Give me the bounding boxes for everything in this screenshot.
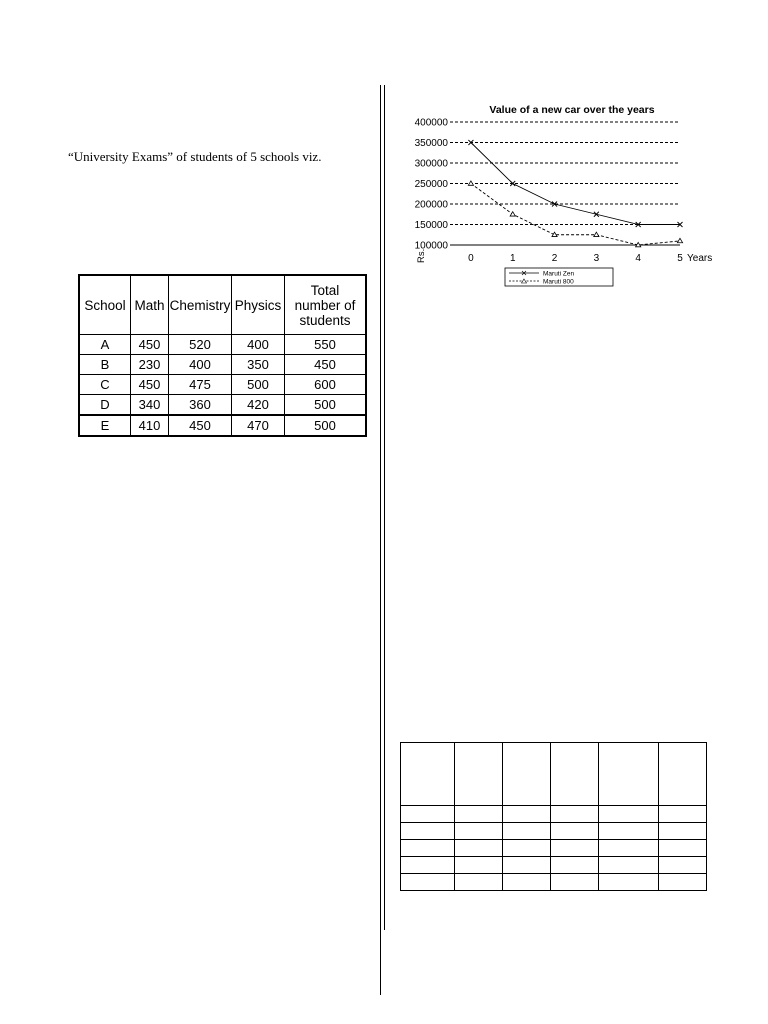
school-scores-table bbox=[78, 274, 367, 437]
table-cell: 350 bbox=[232, 355, 285, 375]
blank-table-cell bbox=[599, 823, 659, 840]
x-tick-label: 5 bbox=[677, 253, 683, 264]
blank-table-cell bbox=[401, 743, 455, 806]
blank-table-cell bbox=[401, 857, 455, 874]
blank-table-cell bbox=[659, 840, 707, 857]
blank-table-cell bbox=[551, 743, 599, 806]
blank-table-cell bbox=[503, 857, 551, 874]
table-cell: 520 bbox=[169, 335, 232, 355]
x-tick-label: 0 bbox=[468, 253, 474, 264]
blank-table-cell bbox=[599, 857, 659, 874]
table-cell: 475 bbox=[169, 375, 232, 395]
blank-table bbox=[400, 742, 707, 891]
table-cell: 410 bbox=[131, 415, 169, 436]
data-point bbox=[510, 212, 515, 216]
blank-table-row bbox=[401, 743, 707, 806]
table-cell: 230 bbox=[131, 355, 169, 375]
table-row bbox=[79, 415, 366, 436]
blank-table-cell bbox=[503, 840, 551, 857]
table-cell: 400 bbox=[169, 355, 232, 375]
table-cell: 500 bbox=[232, 375, 285, 395]
y-tick-label: 250000 bbox=[414, 179, 448, 190]
x-tick-label: 1 bbox=[509, 253, 516, 264]
blank-table-cell bbox=[401, 806, 455, 823]
header-physics: Physics bbox=[232, 275, 285, 335]
blank-table-cell bbox=[401, 874, 455, 891]
legend-label: Maruti Zen bbox=[543, 270, 575, 278]
blank-table-cell bbox=[599, 840, 659, 857]
y-tick-label: 200000 bbox=[414, 199, 448, 211]
table-cell: 360 bbox=[169, 395, 232, 416]
blank-table-cell bbox=[659, 823, 707, 840]
blank-table-cell bbox=[455, 743, 503, 806]
blank-table-cell bbox=[503, 823, 551, 840]
table-cell: C bbox=[79, 375, 131, 395]
blank-table-cell bbox=[551, 823, 599, 840]
blank-table-cell bbox=[659, 874, 707, 891]
table-cell: 450 bbox=[131, 335, 169, 355]
blank-table-cell bbox=[455, 857, 503, 874]
header-total-students: Total number of students bbox=[285, 275, 367, 335]
x-tick-label: 3 bbox=[593, 253, 600, 264]
blank-table-cell bbox=[401, 823, 455, 840]
table-cell: 340 bbox=[131, 395, 169, 416]
table-cell: 420 bbox=[232, 395, 285, 416]
blank-table-cell bbox=[599, 806, 659, 823]
header-chemistry: Chemistry bbox=[169, 275, 232, 335]
table-cell: D bbox=[79, 395, 131, 416]
blank-table-cell bbox=[401, 840, 455, 857]
y-tick-label: 350000 bbox=[414, 138, 448, 149]
x-axis-label: Years bbox=[687, 253, 712, 264]
blank-table-cell bbox=[551, 857, 599, 874]
data-point bbox=[677, 238, 682, 242]
table-cell: B bbox=[79, 355, 131, 375]
table-cell: E bbox=[79, 415, 131, 436]
y-tick-label: 150000 bbox=[414, 220, 448, 231]
blank-table-cell bbox=[455, 823, 503, 840]
car-value-chart bbox=[372, 96, 712, 296]
blank-table-row bbox=[401, 857, 707, 874]
table-row bbox=[79, 335, 366, 355]
y-tick-label: 300000 bbox=[414, 158, 448, 170]
table-cell: A bbox=[79, 335, 131, 355]
header-math: Math bbox=[131, 275, 169, 335]
y-axis-label: Rs. bbox=[416, 248, 427, 263]
table-cell: 500 bbox=[285, 415, 367, 436]
y-tick-label: 400000 bbox=[414, 117, 448, 129]
table-cell: 450 bbox=[169, 415, 232, 436]
legend-label: Maruti 800 bbox=[543, 278, 574, 286]
x-tick-label: 4 bbox=[635, 253, 641, 264]
blank-table-cell bbox=[455, 840, 503, 857]
y-tick-label: 100000 bbox=[414, 240, 448, 252]
table-header-row bbox=[79, 275, 366, 335]
blank-table-cell bbox=[503, 806, 551, 823]
table-row bbox=[79, 395, 366, 416]
blank-table-row bbox=[401, 874, 707, 891]
blank-table-row bbox=[401, 806, 707, 823]
blank-table-cell bbox=[551, 806, 599, 823]
blank-table-cell bbox=[659, 857, 707, 874]
blank-table-cell bbox=[599, 743, 659, 806]
data-point bbox=[594, 232, 599, 236]
blank-table-cell bbox=[455, 874, 503, 891]
table-cell: 450 bbox=[285, 355, 367, 375]
blank-table-cell bbox=[455, 806, 503, 823]
header-school: School bbox=[79, 275, 131, 335]
blank-table-cell bbox=[551, 840, 599, 857]
table-row bbox=[79, 375, 366, 395]
blank-table-cell bbox=[503, 874, 551, 891]
blank-table-cell bbox=[551, 874, 599, 891]
intro-text: “University Exams” of students of 5 schools viz. bbox=[68, 149, 322, 164]
table-row bbox=[79, 355, 366, 375]
blank-table-row bbox=[401, 823, 707, 840]
table-cell: 450 bbox=[131, 375, 169, 395]
chart-title: Value of a new car over the years bbox=[489, 104, 655, 116]
table-cell: 600 bbox=[285, 375, 367, 395]
blank-table-cell bbox=[599, 874, 659, 891]
x-tick-label: 2 bbox=[551, 253, 558, 264]
blank-table-cell bbox=[659, 743, 707, 806]
blank-table-row bbox=[401, 840, 707, 857]
blank-table-cell bbox=[659, 806, 707, 823]
table-cell: 400 bbox=[232, 335, 285, 355]
blank-table-cell bbox=[503, 743, 551, 806]
table-cell: 550 bbox=[285, 335, 367, 355]
table-cell: 470 bbox=[232, 415, 285, 436]
table-cell: 500 bbox=[285, 395, 367, 416]
series-line-1 bbox=[471, 184, 680, 246]
